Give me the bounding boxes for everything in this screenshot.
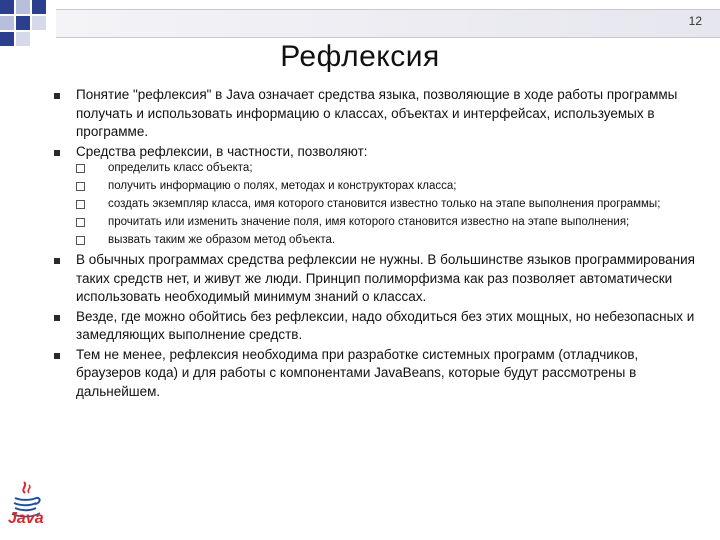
- square-bullet-icon: [54, 315, 60, 321]
- sub-bullet-text: получить информацию о полях, методах и конструкторах класса;: [108, 180, 457, 192]
- checkbox-bullet-icon: [76, 164, 85, 173]
- sub-bullet-item: [50, 233, 698, 248]
- checkbox-bullet-icon: [76, 218, 85, 227]
- bullet-item: [50, 346, 698, 402]
- sub-bullet-item: [50, 179, 698, 194]
- bullet-text: В обычных программах средства рефлексии не нужны. В большинстве языков программирования таких средств нет, и живут же люди. Принцип полиморфизма как раз позволяет автоматически использовать необходимый минимум знаний о классах.: [76, 252, 695, 304]
- square-bullet-icon: [54, 258, 60, 264]
- bullet-item: [50, 86, 698, 142]
- bullet-text: Тем не менее, рефлексия необходима при разработке системных программ (отладчиков, браузеров кода) и для работы с компонентами JavaBeans, которые будут рассмотрены в дальнейшем.: [76, 346, 639, 399]
- bullet-item: [50, 308, 698, 345]
- bullet-item: [50, 251, 698, 307]
- checkbox-bullet-icon: [76, 182, 85, 191]
- sub-bullet-item: [50, 161, 698, 176]
- java-logo-text: Java: [8, 510, 44, 527]
- checkbox-bullet-icon: [76, 200, 85, 209]
- bullet-list: [50, 86, 698, 401]
- header-bar: [56, 9, 720, 38]
- bullet-text: Средства рефлексии, в частности, позволяют:: [76, 143, 368, 159]
- sub-bullet-text: создать экземпляр класса, имя которого становится известно только на этапе выполнения программы;: [108, 198, 661, 210]
- sub-bullet-item: [50, 197, 698, 212]
- sub-bullet-text: вызвать таким же образом метод объекта.: [108, 234, 336, 246]
- sub-bullet-list: [50, 161, 698, 248]
- square-bullet-icon: [54, 150, 60, 156]
- sub-bullet-item: [50, 215, 698, 230]
- sub-bullet-text: прочитать или изменить значение поля, имя которого становится известно на этапе выполнения;: [108, 216, 630, 228]
- bullet-text: Везде, где можно обойтись без рефлексии, надо обходиться без этих мощных, но небезопасных и замедляющих выполнение средств.: [76, 308, 695, 342]
- bullet-text: Понятие "рефлексия" в Java означает средства языка, позволяющие в ходе работы программы получать и использовать информацию о классах, объектах и интерфейсах, используемых в программе.: [76, 87, 678, 139]
- square-bullet-icon: [54, 353, 60, 359]
- slide-content: [50, 86, 698, 402]
- square-bullet-icon: [54, 93, 60, 99]
- sub-bullet-text: определить класс объекта;: [108, 162, 253, 174]
- checkbox-bullet-icon: [76, 236, 85, 245]
- slide-title: Рефлексия: [280, 40, 440, 73]
- slide-number: 12: [688, 14, 702, 28]
- bullet-item: [50, 143, 698, 249]
